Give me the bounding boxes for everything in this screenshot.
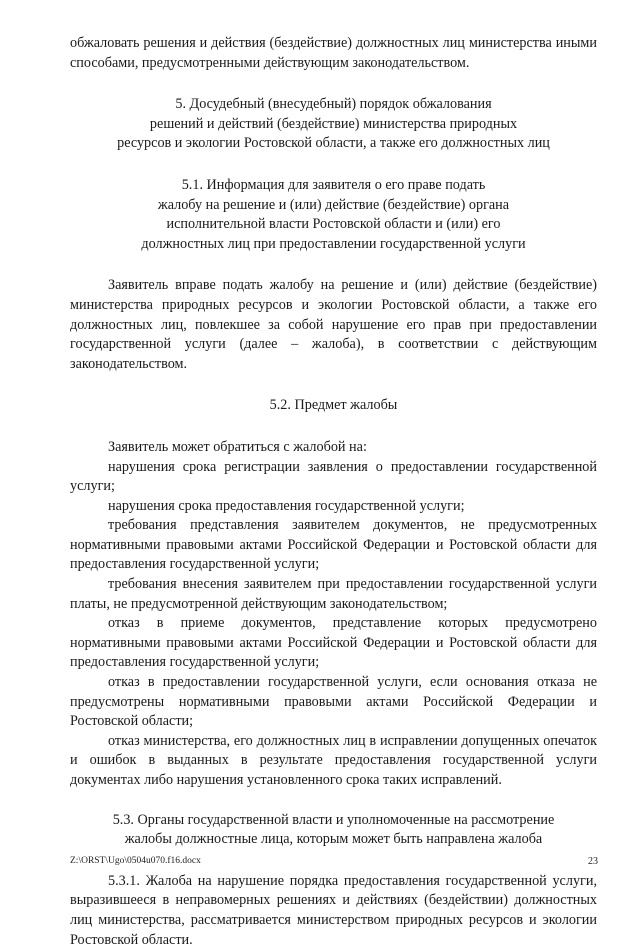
complaint-item: отказ в предоставлении государственной услуги, если основания отказа не предусмотрены нормативными правовыми актами Российской Федерации и Ростовской области; (70, 674, 597, 730)
spacer (70, 374, 597, 396)
section-5-3-heading-line: 5.3. Органы государственной власти и уполномоченные на рассмотрение (112, 811, 555, 828)
section-5-1-heading-line: должностных лиц при предоставлении государственной услуги (141, 235, 526, 252)
section-5-1-heading (70, 176, 597, 254)
page-number: 23 (588, 856, 598, 867)
spacer (70, 73, 597, 95)
section-5-1-paragraph: Заявитель вправе подать жалобу на решение и (или) действие (бездействие) министерства природных ресурсов и экологии Ростовской области, а также его должностных лиц, повлекшее за собой нарушение его прав при предоставлении государственной услуги (далее – жалоба), в соответствии с действующим законодательством. (70, 277, 597, 372)
section-5-heading-line: ресурсов и экологии Ростовской области, а также его должностных лиц (117, 135, 550, 152)
section-5-1-heading-line: исполнительной власти Ростовской области и (или) его (166, 216, 501, 233)
spacer (70, 254, 597, 276)
section-5-3-heading (70, 811, 597, 850)
complaint-item: нарушения срока предоставления государственной услуги; (108, 497, 465, 514)
section-5-2-heading: 5.2. Предмет жалобы (269, 397, 398, 414)
section-5-3-heading-line: жалобы должностные лица, которым может быть направлена жалоба (124, 831, 543, 848)
opening-paragraph: обжаловать решения и действия (бездействие) должностных лиц министерства иными способами, предусмотренными действующим законодательством. (70, 35, 597, 71)
spacer (70, 416, 597, 438)
footer-file-path: Z:\ORST\Ugo\0504u070.f16.docx (70, 856, 201, 866)
section-5-1-heading-line: 5.1. Информация для заявителя о его праве подать (181, 176, 486, 193)
document-body (70, 34, 597, 950)
spacer (70, 791, 597, 811)
complaint-item: отказ в приеме документов, представление которых предусмотрено нормативными правовыми актами Российской Федерации и Ростовской области для предоставления государственной услуги; (70, 615, 597, 671)
spacer (70, 154, 597, 176)
complaint-item: отказ министерства, его должностных лиц в исправлении допущенных опечаток и ошибок в выданных в результате предоставления государственной услуги документах либо нарушения установленного срока таких исправлений. (70, 732, 597, 788)
section-5-heading-line: 5. Досудебный (внесудебный) порядок обжалования (175, 96, 492, 113)
section-5-1-heading-line: жалобу на решение и (или) действие (бездействие) органа (157, 196, 510, 213)
section-5-heading-line: решений и действий (бездействие) министерства природных (149, 115, 518, 132)
complaint-item: требования внесения заявителем при предоставлении государственной услуги платы, не предусмотренной действующим законодательством; (70, 576, 597, 612)
complaint-item: нарушения срока регистрации заявления о предоставлении государственной услуги; (70, 458, 597, 495)
section-5-2-intro: Заявитель может обратиться с жалобой на: (108, 438, 367, 455)
complaint-item: требования представления заявителем документов, не предусмотренных нормативными правовыми актами Российской Федерации и Ростовской области для предоставления государственной услуги; (70, 517, 597, 573)
section-5-3-1-paragraph: 5.3.1. Жалоба на нарушение порядка предоставления государственной услуги, выразившееся в неправомерных решениях и действиях (бездействии) должностных лиц министерства, рассматривается министерством природных ресурсов и экологии Ростовской области. (70, 872, 597, 948)
section-5-heading (70, 95, 597, 154)
